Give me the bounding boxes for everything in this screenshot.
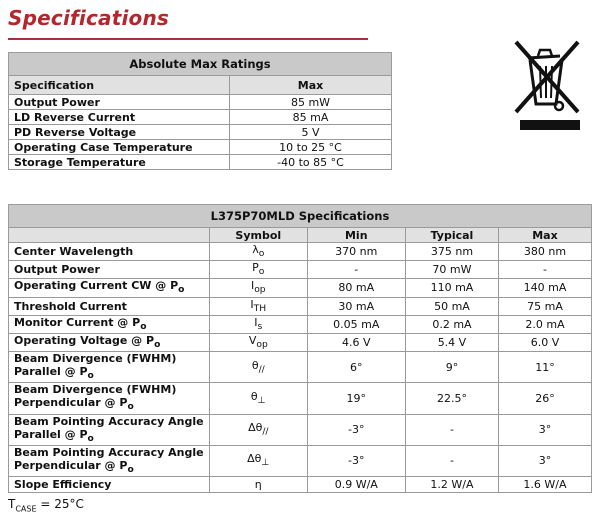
footnote-symbol: T xyxy=(8,497,16,511)
parameter-name xyxy=(9,445,210,476)
value-min: 4.6 V xyxy=(307,333,405,351)
symbol-base: θ xyxy=(250,389,258,403)
symbol-cell xyxy=(210,333,308,351)
symbol-subscript: TH xyxy=(253,302,267,314)
value-max: 3° xyxy=(498,414,591,445)
parameter-name xyxy=(9,414,210,445)
value-typ: 9° xyxy=(405,352,498,383)
parameter-label: Operating Current CW @ P xyxy=(14,279,179,293)
value-max: 26° xyxy=(498,383,591,414)
parameter-label: Slope Efficiency xyxy=(14,477,112,491)
value-min: 370 nm xyxy=(307,243,405,261)
value-typ: 5.4 V xyxy=(405,333,498,351)
parameter-label-line2: Perpendicular @ P xyxy=(14,396,128,410)
value-max: 3° xyxy=(498,445,591,476)
table-row xyxy=(9,445,592,476)
column-header-specification: Specification xyxy=(9,76,230,95)
parameter-name xyxy=(9,261,210,279)
value-max: 75 mA xyxy=(498,297,591,315)
value-max: 140 mA xyxy=(498,279,591,297)
parameter-label: Output Power xyxy=(14,263,100,277)
parameter-subscript: o xyxy=(178,284,185,296)
table-row xyxy=(9,352,592,383)
spec-max-value: 10 to 25 °C xyxy=(230,140,392,155)
spec-max-value: 85 mW xyxy=(230,95,392,110)
value-typ: 22.5° xyxy=(405,383,498,414)
symbol-subscript: s xyxy=(257,320,263,332)
value-typ: 1.2 W/A xyxy=(405,476,498,492)
symbol-base: Δθ xyxy=(248,421,263,434)
value-typ: 70 mW xyxy=(405,261,498,279)
spec-name: Operating Case Temperature xyxy=(9,140,230,155)
spec-name: Output Power xyxy=(9,95,230,110)
parameter-subscript: o xyxy=(127,401,134,413)
value-min: 0.9 W/A xyxy=(307,476,405,492)
column-header-typical: Typical xyxy=(405,228,498,243)
value-max: 2.0 mA xyxy=(498,315,591,333)
parameter-label: Beam Divergence (FWHM) xyxy=(14,352,177,366)
table-header-row xyxy=(9,76,392,95)
symbol-subscript: o xyxy=(258,248,265,260)
symbol-cell xyxy=(210,445,308,476)
symbol-subscript: ⊥ xyxy=(261,457,270,469)
parameter-subscript: o xyxy=(154,339,161,351)
parameter-name xyxy=(9,279,210,297)
table-row xyxy=(9,261,592,279)
value-max: 11° xyxy=(498,352,591,383)
column-header-max: Max xyxy=(230,76,392,95)
parameter-subscript: o xyxy=(127,463,134,475)
symbol-base: I xyxy=(254,315,258,329)
symbol-subscript: // xyxy=(262,426,269,438)
table-row xyxy=(9,297,592,315)
footnote-value: = 25°C xyxy=(36,497,84,511)
absolute-max-ratings-table xyxy=(8,52,392,170)
parameter-name xyxy=(9,243,210,261)
value-typ: - xyxy=(405,445,498,476)
value-min: 6° xyxy=(307,352,405,383)
parameter-name xyxy=(9,333,210,351)
symbol-base: I xyxy=(250,279,255,293)
table-header-row xyxy=(9,228,592,243)
symbol-base: Δθ xyxy=(247,452,262,466)
value-typ: 110 mA xyxy=(405,279,498,297)
symbol-subscript: ⊥ xyxy=(257,395,266,406)
value-typ: 0.2 mA xyxy=(405,315,498,333)
parameter-label-line2: Perpendicular @ P xyxy=(14,458,128,472)
spec-max-value: 85 mA xyxy=(230,110,392,125)
parameter-label: Threshold Current xyxy=(14,299,127,313)
parameter-label: Center Wavelength xyxy=(14,245,134,259)
value-min: - xyxy=(307,261,405,279)
value-max: - xyxy=(498,261,591,279)
column-header-symbol: Symbol xyxy=(210,228,308,243)
parameter-subscript: o xyxy=(87,370,94,382)
parameter-label-line2: Parallel @ P xyxy=(14,427,88,441)
value-min: -3° xyxy=(307,414,405,445)
symbol-cell xyxy=(210,352,308,383)
parameter-label: Monitor Current @ P xyxy=(14,315,141,329)
value-min: -3° xyxy=(307,445,405,476)
symbol-cell xyxy=(210,476,308,492)
case-temperature-footnote xyxy=(8,497,84,513)
parameter-label: Operating Voltage @ P xyxy=(14,333,155,347)
parameter-subscript: o xyxy=(140,320,147,332)
spec-max-value: -40 to 85 °C xyxy=(230,155,392,170)
symbol-base: P xyxy=(252,261,259,275)
parameter-name xyxy=(9,297,210,315)
value-min: 19° xyxy=(307,383,405,414)
value-max: 1.6 W/A xyxy=(498,476,591,492)
symbol-cell xyxy=(210,414,308,445)
table-row xyxy=(9,155,392,170)
value-min: 0.05 mA xyxy=(307,315,405,333)
title-underline xyxy=(8,38,368,40)
table-row xyxy=(9,383,592,414)
value-min: 80 mA xyxy=(307,279,405,297)
symbol-base: V xyxy=(248,333,257,347)
symbol-cell xyxy=(210,297,308,315)
value-max: 6.0 V xyxy=(498,333,591,351)
value-min: 30 mA xyxy=(307,297,405,315)
column-header-max: Max xyxy=(498,228,591,243)
table-row xyxy=(9,315,592,333)
table-row xyxy=(9,333,592,351)
column-header-parameter xyxy=(9,228,210,243)
spec-name: Storage Temperature xyxy=(9,155,230,170)
weee-crossed-out-bin-icon xyxy=(510,36,586,132)
table-caption: Absolute Max Ratings xyxy=(9,53,392,76)
symbol-cell xyxy=(210,279,308,297)
symbol-cell xyxy=(210,243,308,261)
symbol-base: θ xyxy=(251,358,259,372)
spec-max-value: 5 V xyxy=(230,125,392,140)
parameter-label: Beam Pointing Accuracy Angle xyxy=(14,445,204,459)
value-typ: - xyxy=(405,414,498,445)
parameter-label: Beam Pointing Accuracy Angle xyxy=(14,414,204,428)
parameter-subscript: o xyxy=(87,432,94,444)
page-title: Specifications xyxy=(8,6,170,30)
table-row xyxy=(9,95,392,110)
value-typ: 375 nm xyxy=(405,243,498,261)
table-row xyxy=(9,140,392,155)
table-row xyxy=(9,279,592,297)
symbol-base: I xyxy=(250,297,254,311)
table-row xyxy=(9,414,592,445)
table-row xyxy=(9,476,592,492)
table-row xyxy=(9,110,392,125)
spec-name: PD Reverse Voltage xyxy=(9,125,230,140)
symbol-subscript: op xyxy=(256,339,268,351)
symbol-cell xyxy=(210,315,308,333)
symbol-subscript: // xyxy=(258,363,265,375)
spec-name: LD Reverse Current xyxy=(9,110,230,125)
parameter-name xyxy=(9,315,210,333)
symbol-base: η xyxy=(254,477,262,491)
footnote-subscript: CASE xyxy=(15,504,37,514)
symbol-cell xyxy=(210,261,308,279)
l375p70mld-specifications-table xyxy=(8,204,592,493)
table-row xyxy=(9,125,392,140)
symbol-cell xyxy=(210,383,308,414)
value-max: 380 nm xyxy=(498,243,591,261)
parameter-label: Beam Divergence (FWHM) xyxy=(14,383,177,397)
column-header-min: Min xyxy=(307,228,405,243)
table-caption: L375P70MLD Specifications xyxy=(9,205,592,228)
symbol-subscript: op xyxy=(254,284,266,296)
table-row xyxy=(9,243,592,261)
parameter-name xyxy=(9,476,210,492)
parameter-name xyxy=(9,383,210,414)
parameter-label-line2: Parallel @ P xyxy=(14,365,88,379)
parameter-name xyxy=(9,352,210,383)
symbol-base: λ xyxy=(252,243,259,256)
value-typ: 50 mA xyxy=(405,297,498,315)
symbol-subscript: o xyxy=(258,266,265,278)
